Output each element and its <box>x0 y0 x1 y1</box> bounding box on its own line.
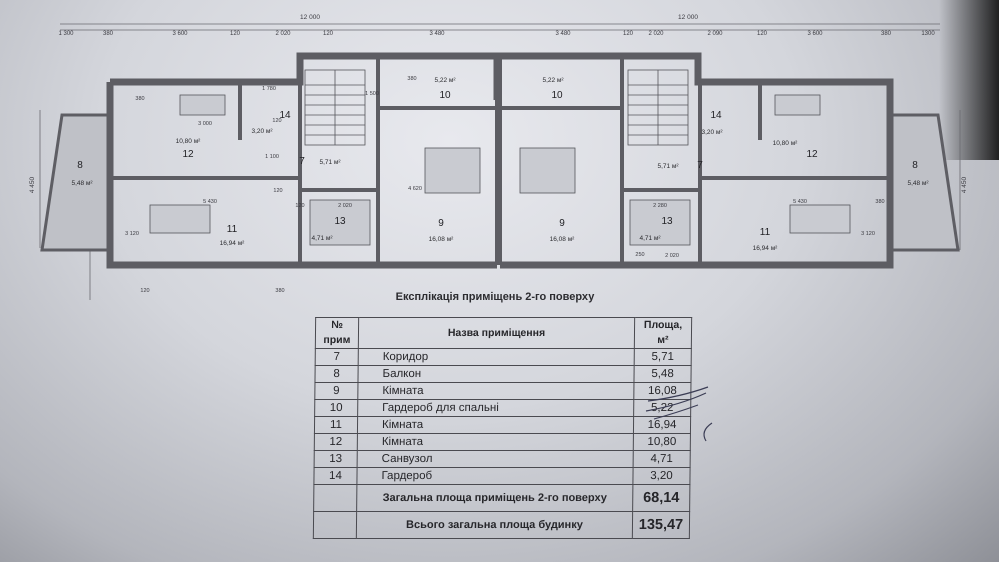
header-room-name: Назва приміщення <box>358 318 634 349</box>
room-area-8-left: 5,48 м² <box>71 180 93 187</box>
overall-dimension-right: 12 000 <box>678 14 698 21</box>
dimension-label: 1 300 <box>58 31 74 37</box>
row-name: Кімната <box>357 434 633 451</box>
total-building-row <box>313 512 689 539</box>
dimension-label: 5 430 <box>793 199 807 205</box>
room-num-7-right: 7 <box>697 160 703 171</box>
row-area: 5,22 <box>634 400 691 417</box>
dimension-label: 120 <box>140 288 150 294</box>
desk-room12-right <box>775 95 820 115</box>
room-num-11-left: 11 <box>226 224 238 235</box>
bed-left <box>425 148 480 193</box>
staircase-left <box>305 70 365 145</box>
room-num-14-left: 14 <box>279 110 291 121</box>
table-row <box>315 400 691 417</box>
bed-room11-left <box>150 205 210 233</box>
room-num-10-left: 10 <box>439 90 451 101</box>
dimension-label: 3 480 <box>555 31 571 37</box>
dimension-label: 3 600 <box>807 31 823 37</box>
room-area-7-right: 5,71 м² <box>657 163 679 170</box>
room-area-8-right: 5,48 м² <box>907 180 929 187</box>
dimension-label: 2 020 <box>665 253 679 259</box>
row-num: 13 <box>314 451 357 468</box>
dimension-label: 380 <box>407 76 417 82</box>
dimension-label: 2 280 <box>653 203 667 209</box>
dimension-label: 120 <box>272 118 282 124</box>
dimension-label: 3 120 <box>125 231 139 237</box>
row-name: Коридор <box>358 349 634 366</box>
dimension-label: 120 <box>322 31 334 37</box>
total-building-value: 135,47 <box>632 512 689 539</box>
row-area: 5,71 <box>634 349 691 366</box>
desk-room12-left <box>180 95 225 115</box>
room-num-8-left: 8 <box>77 160 83 171</box>
room-area-12-right: 10,80 м² <box>772 140 798 147</box>
dimension-label: 3 480 <box>429 31 445 37</box>
dimension-label: 3 000 <box>198 121 212 127</box>
room-num-10-right: 10 <box>551 90 563 101</box>
dimension-label: 120 <box>273 188 283 194</box>
table-row <box>314 468 690 485</box>
room-area-13-right: 4,71 м² <box>639 235 661 242</box>
dimension-label: 1300 <box>921 31 935 37</box>
dimension-label: 120 <box>756 31 768 37</box>
dimension-label: 3 120 <box>861 231 875 237</box>
header-number: № прим <box>315 318 358 349</box>
room-area-9-right: 16,08 м² <box>549 236 575 243</box>
room-num-11-right: 11 <box>759 227 771 238</box>
room-area-13-left: 4,71 м² <box>311 235 333 242</box>
row-name: Гардероб для спальні <box>358 400 634 417</box>
row-area: 16,08 <box>634 383 691 400</box>
staircase-right <box>628 70 688 145</box>
dimension-label: 1 500 <box>365 91 379 97</box>
room-num-8-right: 8 <box>912 160 918 171</box>
room-area-11-left: 16,94 м² <box>219 240 245 247</box>
dimension-label: 120 <box>622 31 634 37</box>
handwritten-check-marks <box>640 383 720 453</box>
table-row <box>314 417 690 434</box>
dimension-label: 120 <box>295 203 305 209</box>
row-num: 10 <box>315 400 358 417</box>
explication-title: Експлікація приміщень 2-го поверху <box>395 291 595 303</box>
table-row <box>315 366 691 383</box>
row-area: 10,80 <box>633 434 690 451</box>
row-num: 7 <box>315 349 358 366</box>
dimension-label: 2 020 <box>275 31 291 37</box>
table-row <box>314 434 690 451</box>
bed-right <box>520 148 575 193</box>
overall-dimension-left: 12 000 <box>300 14 320 21</box>
row-name: Гардероб <box>357 468 633 485</box>
room-area-11-right: 16,94 м² <box>752 245 778 252</box>
room-area-10-right: 5,22 м² <box>542 77 564 84</box>
row-name: Кімната <box>357 417 633 434</box>
left-height-dimension: 4 450 <box>29 176 36 194</box>
room-area-12-left: 10,80 м² <box>175 138 201 145</box>
room-num-13-left: 13 <box>334 216 346 227</box>
header-area: Площа, м² <box>634 318 691 349</box>
dimension-label: 1 100 <box>265 154 279 160</box>
row-num: 11 <box>314 417 357 434</box>
row-name: Кімната <box>358 383 634 400</box>
table-row <box>315 349 691 366</box>
room-num-9-right: 9 <box>559 218 565 229</box>
room-num-14-right: 14 <box>710 110 722 121</box>
dimension-label: 380 <box>875 199 885 205</box>
room-area-10-left: 5,22 м² <box>434 77 456 84</box>
dimension-label: 4 620 <box>408 186 422 192</box>
table-row <box>314 451 690 468</box>
dimension-label: 380 <box>275 288 285 294</box>
row-area: 3,20 <box>633 468 690 485</box>
room-num-13-right: 13 <box>661 216 673 227</box>
total-floor-label: Загальна площа приміщень 2-го поверху <box>357 485 633 512</box>
total-floor-value: 68,14 <box>633 485 690 512</box>
dimension-label: 2 020 <box>648 31 664 37</box>
row-num: 12 <box>314 434 357 451</box>
room-num-9-left: 9 <box>438 218 444 229</box>
room-num-12-left: 12 <box>182 149 194 160</box>
dimension-label: 250 <box>635 252 645 258</box>
dimension-label: 380 <box>880 31 892 37</box>
dimension-label: 120 <box>229 31 241 37</box>
room-area-14-right: 3,20 м² <box>701 129 723 136</box>
dimension-label: 3 600 <box>172 31 188 37</box>
row-num: 8 <box>315 366 358 383</box>
room-area-7-left: 5,71 м² <box>319 159 341 166</box>
row-area: 5,48 <box>634 366 691 383</box>
row-name: Санвузол <box>357 451 633 468</box>
room-area-14-left: 3,20 м² <box>251 128 273 135</box>
dimension-label: 5 430 <box>203 199 217 205</box>
dimension-label: 2 090 <box>707 31 723 37</box>
room-num-12-right: 12 <box>806 149 818 160</box>
row-area: 4,71 <box>633 451 690 468</box>
dimension-label: 1 780 <box>262 86 276 92</box>
table-row <box>315 383 691 400</box>
explication-table <box>313 317 692 539</box>
row-num: 9 <box>315 383 358 400</box>
row-area: 16,94 <box>633 417 690 434</box>
dimension-label: 380 <box>135 96 145 102</box>
room-area-9-left: 16,08 м² <box>428 236 454 243</box>
room-num-7-left: 7 <box>299 156 305 167</box>
dimension-label: 2 020 <box>338 203 352 209</box>
row-name: Балкон <box>358 366 634 383</box>
total-floor-row <box>314 485 690 512</box>
right-height-dimension: 4 450 <box>961 176 968 194</box>
dimension-label: 380 <box>102 31 114 37</box>
bed-room11-right <box>790 205 850 233</box>
row-num: 14 <box>314 468 357 485</box>
total-building-label: Всього загальна площа будинку <box>356 512 632 539</box>
